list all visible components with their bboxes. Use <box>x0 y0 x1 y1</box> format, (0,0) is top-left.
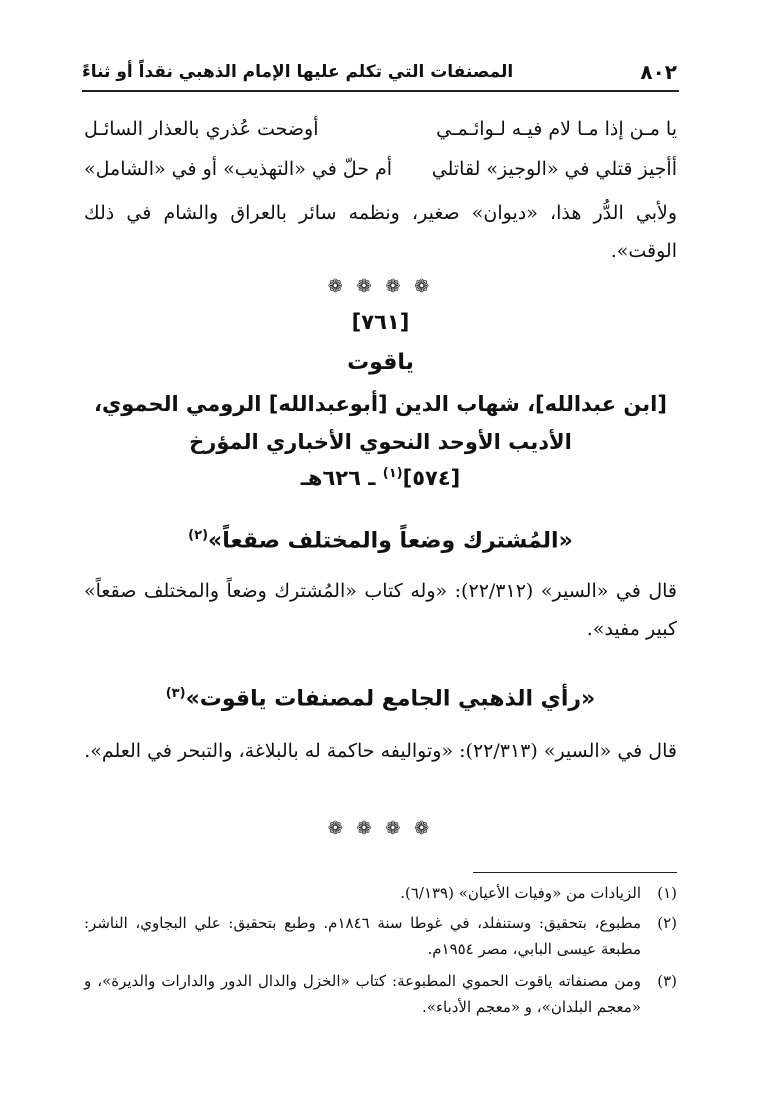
footnote <box>84 910 677 962</box>
verse-line <box>84 118 677 150</box>
section-heading-text: «رأي الذهبي الجامع لمصنفات ياقوت» <box>185 686 596 712</box>
entry-number: [٧٦١] <box>351 310 410 334</box>
verse-hemistich-first: أأجيز قتلي في «الوجيز» لقاتلي <box>431 158 677 180</box>
intro-paragraph: ولأبي الدُّر هذا، «ديوان» صغير، ونظمه سائر بالعراق والشام في ذلك الوقت». <box>84 202 677 262</box>
section-separator: ❁ ❁ ❁ ❁ <box>327 276 434 297</box>
footnote-number: (١) <box>657 884 677 902</box>
footnote-ref: (٣) <box>165 686 186 701</box>
footnote <box>84 880 677 906</box>
verse-hemistich-second: أوضحت عُذري بالعذار السائـل <box>84 118 319 140</box>
footnote-divider <box>473 872 677 873</box>
running-title: المصنفات التي تكلم عليها الإمام الذهبي نقداً أو ثناءً <box>82 62 514 82</box>
footnote-text: ومن مصنفاته ياقوت الحموي المطبوعة: كتاب «الخزل والدال الدور والدارات والديرة»، و «معجم البلدان»، و «معجم الأدباء». <box>84 972 641 1016</box>
entry-fullname: [ابن عبدالله]، شهاب الدين [أبوعبدالله] الرومي الحموي، <box>94 392 667 416</box>
footnote-ref: (١) <box>382 466 403 481</box>
section-heading-text: «المُشترك وضعاً والمختلف صقعاً» <box>208 528 573 554</box>
birth-year: [٥٧٤] <box>402 466 461 490</box>
page-header <box>82 58 679 92</box>
footnote-ref: (٢) <box>188 528 209 543</box>
verse-line <box>84 158 677 190</box>
footnote-number: (٣) <box>657 972 677 990</box>
footnote-text: مطبوع، بتحقيق: وستنفلد، في غوطا سنة ١٨٤٦م. وطبع بتحقيق: علي البجاوي، الناشر: مطبعة عيسى البابي، مصر ١٩٥٤م. <box>84 914 641 958</box>
section-paragraph: قال في «السير» (٢٢/٣١٢): «وله كتاب «المُشترك وضعاً والمختلف صقعاً» كبير مفيد». <box>84 580 677 640</box>
verse-hemistich-first: يا مـن إذا مـا لام فيـه لـوائـمـي <box>436 118 677 140</box>
entry-name: ياقوت <box>347 350 414 375</box>
section-heading <box>84 686 677 711</box>
section-heading <box>84 528 677 553</box>
section-paragraph: قال في «السير» (٢٢/٣١٣): «وتواليفه حاكمة له بالبلاغة، والتبحر في العلم». <box>84 740 677 762</box>
verse-hemistich-second: أم حلّ في «التهذيب» أو في «الشامل» <box>84 158 393 180</box>
death-year: ـ ٦٢٦هـ <box>300 466 383 490</box>
page-number: ٨٠٢ <box>640 60 677 84</box>
section-separator: ❁ ❁ ❁ ❁ <box>327 818 434 839</box>
footnote-text: الزيادات من «وفيات الأعيان» (٦/١٣٩). <box>400 884 641 902</box>
footnote-number: (٢) <box>657 914 677 932</box>
entry-description: الأديب الأوحد النحوي الأخباري المؤرخ <box>189 430 572 454</box>
footnote <box>84 968 677 1020</box>
entry-dates <box>84 466 677 490</box>
